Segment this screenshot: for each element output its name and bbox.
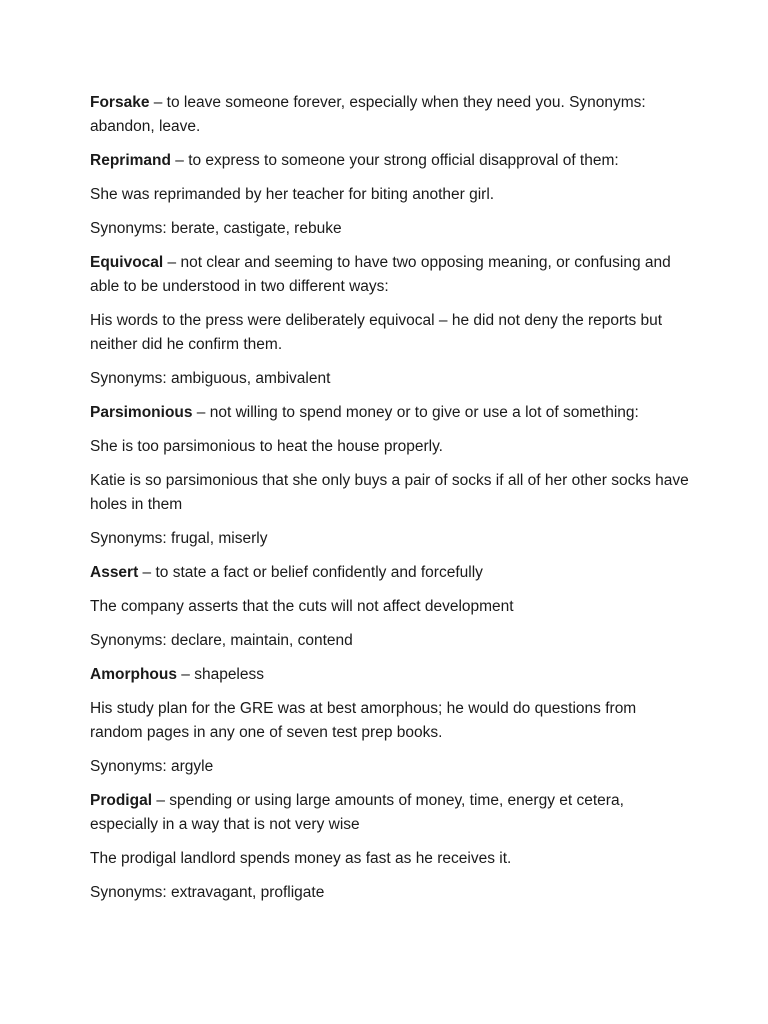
term-forsake: Forsake <box>90 94 150 111</box>
synonyms-reprimand: Synonyms: berate, castigate, rebuke <box>90 220 342 237</box>
document-page <box>90 91 690 915</box>
definition-forsake: – to leave someone forever, especially when they need you. Synonyms: abandon, leave. <box>90 94 646 135</box>
definition-prodigal: – spending or using large amounts of money, time, energy et cetera, especially in a way that is not very wise <box>90 792 624 833</box>
term-amorphous: Amorphous <box>90 666 177 683</box>
definition-parsimonious: – not willing to spend money or to give or use a lot of something: <box>192 404 639 421</box>
definition-equivocal: – not clear and seeming to have two opposing meaning, or confusing and able to be understood in two different ways: <box>90 254 671 295</box>
definition-amorphous: – shapeless <box>176 666 264 683</box>
synonyms-parsimonious: Synonyms: frugal, miserly <box>90 530 268 547</box>
synonyms-equivocal: Synonyms: ambiguous, ambivalent <box>90 370 331 387</box>
entry-parsimonious <box>90 401 690 425</box>
term-prodigal: Prodigal <box>90 792 153 809</box>
synonyms-assert: Synonyms: declare, maintain, contend <box>90 632 353 649</box>
term-assert: Assert <box>90 564 139 581</box>
entry-forsake <box>90 91 690 139</box>
entry-reprimand <box>90 149 690 173</box>
example-parsimonious-2: Katie is so parsimonious that she only buys a pair of socks if all of her other socks have holes in them <box>90 472 689 513</box>
example-assert: The company asserts that the cuts will not affect development <box>90 598 514 615</box>
example-reprimand: She was reprimanded by her teacher for biting another girl. <box>90 186 495 203</box>
entry-equivocal <box>90 251 690 299</box>
term-parsimonious: Parsimonious <box>90 404 193 421</box>
synonyms-prodigal: Synonyms: extravagant, profligate <box>90 884 325 901</box>
definition-reprimand: – to express to someone your strong official disapproval of them: <box>170 152 619 169</box>
definition-assert: – to state a fact or belief confidently and forcefully <box>138 564 483 581</box>
example-parsimonious-1: She is too parsimonious to heat the house properly. <box>90 438 443 455</box>
entry-prodigal <box>90 789 690 837</box>
term-equivocal: Equivocal <box>90 254 164 271</box>
synonyms-amorphous: Synonyms: argyle <box>90 758 214 775</box>
entry-amorphous <box>90 663 690 687</box>
term-reprimand: Reprimand <box>90 152 171 169</box>
entry-assert <box>90 561 690 585</box>
example-prodigal: The prodigal landlord spends money as fast as he receives it. <box>90 850 512 867</box>
example-equivocal: His words to the press were deliberately equivocal – he did not deny the reports but neither did he confirm them. <box>90 312 663 353</box>
example-amorphous: His study plan for the GRE was at best amorphous; he would do questions from random pages in any one of seven test prep books. <box>90 700 637 741</box>
